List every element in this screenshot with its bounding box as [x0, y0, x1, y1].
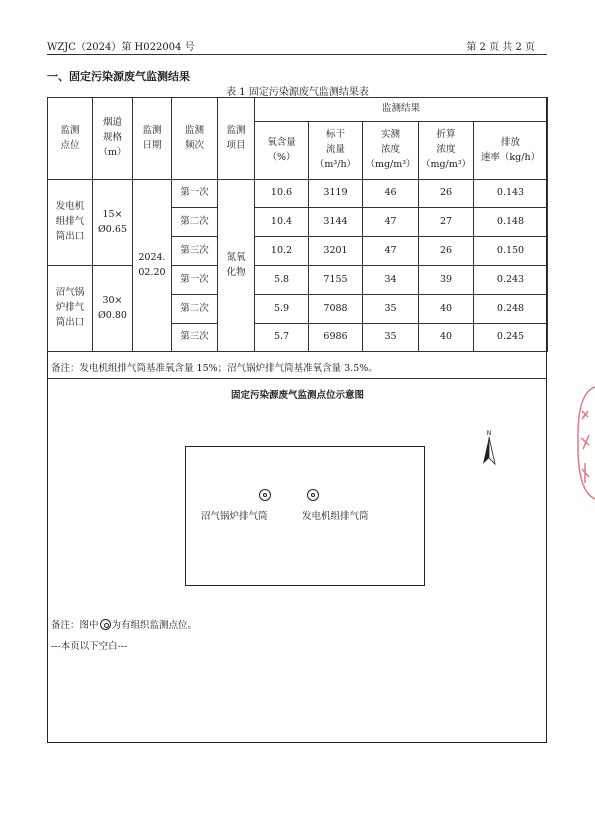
cell-measured: 34 — [363, 266, 419, 295]
cell-measured: 47 — [363, 237, 419, 266]
diagram-title: 固定污染源废气监测点位示意图 — [230, 390, 364, 401]
monitoring-point-icon — [100, 619, 111, 630]
header-rate: 排放 速率（kg/h） — [474, 122, 548, 180]
cell-oxygen: 10.4 — [255, 208, 309, 237]
cell-frequency: 第二次 — [172, 295, 218, 324]
header-flow: 标干 流量 （m³/h） — [309, 122, 363, 180]
cell-rate: 0.243 — [474, 266, 548, 295]
cell-oxygen: 5.8 — [255, 266, 309, 295]
table-row — [48, 180, 548, 208]
cell-measured: 46 — [363, 180, 419, 208]
page-info: 第 2 页 共 2 页 — [466, 42, 535, 53]
header-rule — [47, 54, 547, 55]
generator-point-icon — [307, 489, 319, 501]
north-arrow-left — [483, 437, 489, 464]
header-stack: 烟道 规格 （m） — [93, 98, 133, 180]
cell-rate: 0.248 — [474, 295, 548, 324]
legend-note — [51, 617, 197, 631]
cell-flow: 3144 — [309, 208, 363, 237]
cell-converted: 26 — [419, 237, 474, 266]
cell-frequency: 第一次 — [172, 180, 218, 208]
north-arrow-icon — [479, 428, 499, 468]
north-arrow-right — [489, 437, 495, 464]
section-title: 一、固定污染源废气监测结果 — [47, 70, 190, 83]
reference-oxygen-note: 备注：发电机组排气筒基准氧含量 15%；沼气锅炉排气筒基准氧含量 3.5%。 — [51, 363, 378, 374]
cell-measured: 35 — [363, 295, 419, 324]
point-biogas-boiler: 沼气锅 炉排气 筒出口 — [48, 266, 93, 352]
cell-flow: 3201 — [309, 237, 363, 266]
point-generator: 发电机 组排气 筒出口 — [48, 180, 93, 266]
header-measured: 实测 浓度 （mg/m³） — [363, 122, 419, 180]
north-label: N — [486, 430, 492, 437]
red-stamp-icon — [573, 383, 595, 503]
results-table — [47, 97, 548, 352]
cell-oxygen: 10.6 — [255, 180, 309, 208]
table-row — [48, 266, 548, 295]
cell-flow: 7155 — [309, 266, 363, 295]
cell-oxygen: 5.9 — [255, 295, 309, 324]
cell-converted: 26 — [419, 180, 474, 208]
cell-measured: 35 — [363, 324, 419, 352]
header-point: 监测 点位 — [48, 98, 93, 180]
cell-flow: 3119 — [309, 180, 363, 208]
report-number: WZJC（2024）第 H022004 号 — [47, 42, 195, 53]
cell-rate: 0.148 — [474, 208, 548, 237]
cell-oxygen: 5.7 — [255, 324, 309, 352]
header-item: 监测 项目 — [218, 98, 255, 180]
monitoring-date: 2024. 02.20 — [133, 180, 172, 352]
biogas-boiler-point-icon — [259, 489, 271, 501]
legend-note-suffix: 为有组织监测点位。 — [111, 620, 198, 631]
cell-measured: 47 — [363, 208, 419, 237]
cell-converted: 40 — [419, 324, 474, 352]
cell-frequency: 第一次 — [172, 266, 218, 295]
cell-converted: 40 — [419, 295, 474, 324]
legend-note-prefix: 备注：图中 — [51, 620, 99, 631]
cell-rate: 0.245 — [474, 324, 548, 352]
cell-frequency: 第三次 — [172, 324, 218, 352]
cell-rate: 0.150 — [474, 237, 548, 266]
blank-page-note: ---本页以下空白--- — [51, 641, 128, 652]
cell-converted: 27 — [419, 208, 474, 237]
cell-oxygen: 10.2 — [255, 237, 309, 266]
generator-label: 发电机组排气筒 — [302, 511, 369, 522]
cell-converted: 39 — [419, 266, 474, 295]
monitoring-item: 氮氧 化物 — [218, 180, 255, 352]
note-divider — [47, 378, 547, 379]
cell-flow: 6986 — [309, 324, 363, 352]
biogas-boiler-label: 沼气锅炉排气筒 — [201, 511, 268, 522]
cell-frequency: 第三次 — [172, 237, 218, 266]
cell-flow: 7088 — [309, 295, 363, 324]
stack-generator: 15× Ø0.65 — [93, 180, 133, 266]
header-oxygen: 氧含量 （%） — [255, 122, 309, 180]
header-converted: 折算 浓度 （mg/m³） — [419, 122, 474, 180]
stack-biogas-boiler: 30× Ø0.80 — [93, 266, 133, 352]
cell-frequency: 第二次 — [172, 208, 218, 237]
cell-rate: 0.143 — [474, 180, 548, 208]
header-results: 监测结果 — [255, 98, 548, 122]
table-caption: 表 1 固定污染源废气监测结果表 — [226, 87, 369, 98]
header-frequency: 监测 频次 — [172, 98, 218, 180]
header-date: 监测 日期 — [133, 98, 172, 180]
